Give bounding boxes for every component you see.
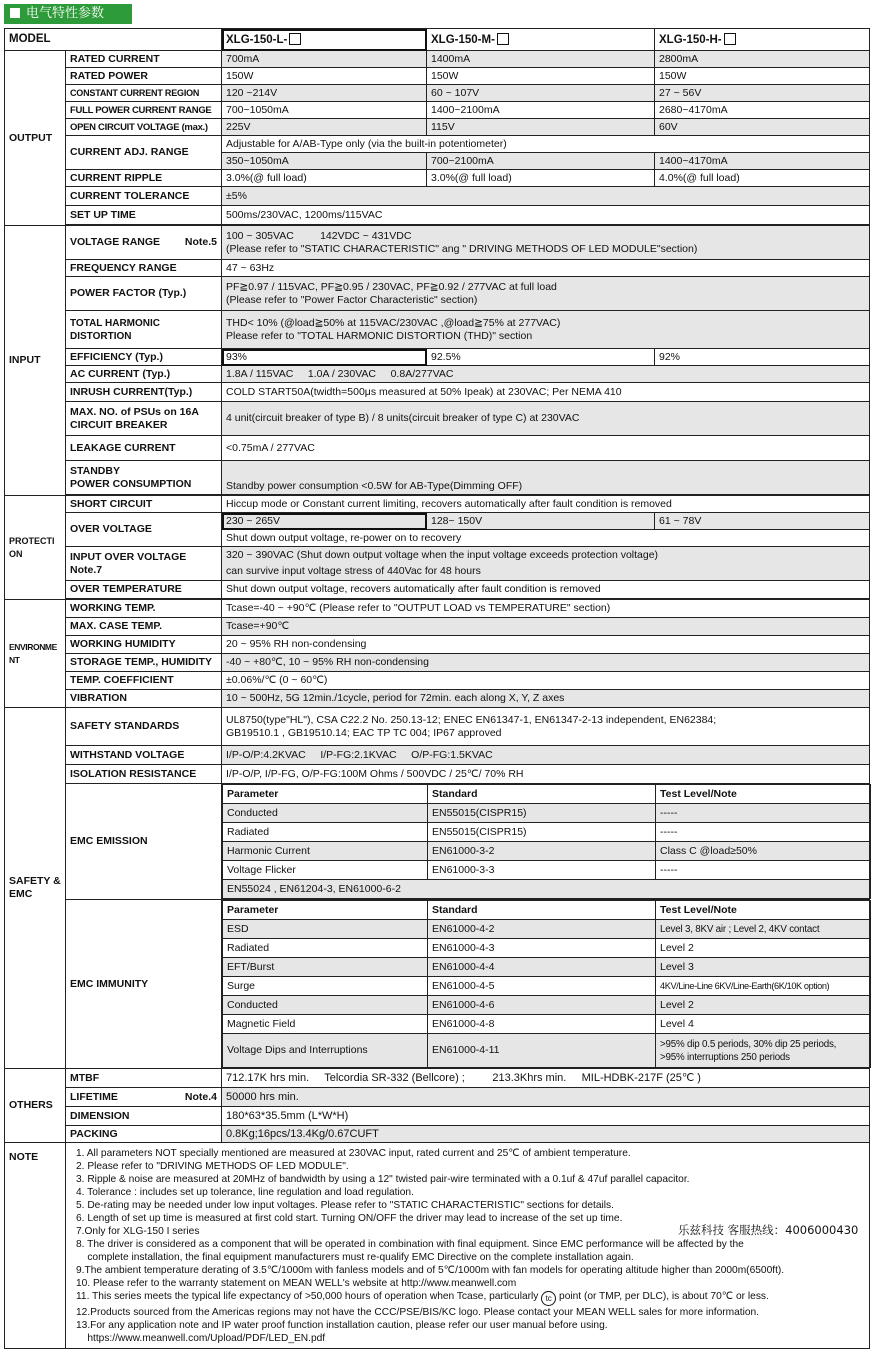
note-line: 6. Length of set up time is measured at first cold start. Turning ON/OFF the driver may lead to increase of the set up time.: [76, 1213, 623, 1224]
value-cell: 3.0%(@ full load): [222, 170, 427, 187]
value-cell: 1400~4170mA: [655, 153, 870, 170]
value-cell: Shut down output voltage, recovers automatically after fault condition is removed: [222, 581, 870, 599]
value-cell: 61 ~ 78V: [655, 513, 870, 530]
note-line: 12.Products sourced from the Americas regions may not have the CCC/PSE/BIS/KC logo. Please contact your MEAN WELL sales for more information.: [76, 1307, 760, 1318]
spec-table: [4, 28, 870, 1349]
value-cell: Adjustable for A/AB-Type only (via the built-in potentiometer): [222, 136, 870, 153]
row-label: TOTAL HARMONIC DISTORTION: [66, 311, 222, 349]
note-line: 1. All parameters NOT specially mentioned are measured at 230VAC input, rated current and 25℃ of ambient temperature.: [76, 1148, 631, 1159]
row-label: OPEN CIRCUIT VOLTAGE (max.): [66, 119, 222, 136]
row-label: MAX. CASE TEMP.: [66, 618, 222, 636]
table-row: ESD EN61000-4-2 Level 3, 8KV air ; Level 2, 4KV contact: [223, 920, 871, 939]
square-icon: [10, 8, 20, 18]
table-row: Magnetic Field EN61000-4-8 Level 4: [223, 1015, 871, 1034]
row-label: EMC EMISSION: [66, 784, 222, 900]
value-cell: 0.8Kg;16pcs/13.4Kg/0.67CUFT: [222, 1126, 870, 1143]
emc-immunity-table-cell: [222, 900, 870, 1069]
table-row: Surge EN61000-4-5 4KV/Line-Line 6KV/Line-Earth(6K/10K option): [223, 977, 871, 996]
tc-point-icon: tc: [541, 1291, 556, 1306]
model-row: [5, 29, 870, 51]
checkbox-icon: [724, 33, 736, 45]
value-cell: Tcase=+90℃: [222, 618, 870, 636]
table-row: EFT/Burst EN61000-4-4 Level 3: [223, 958, 871, 977]
column-header: Standard: [428, 901, 656, 920]
row-label: WITHSTAND VOLTAGE: [66, 746, 222, 765]
section-title: 电气特性参数: [26, 6, 105, 21]
row-label: MTBF: [66, 1069, 222, 1088]
row-label: RATED POWER: [66, 68, 222, 85]
row-label: OVER TEMPERATURE: [66, 581, 222, 599]
row-label: TEMP. COEFFICIENT: [66, 672, 222, 690]
table-row: Radiated EN55015(CISPR15) -----: [223, 823, 871, 842]
note-line: 10. Please refer to the warranty statement on MEAN WELL's website at http://www.meanwell.com: [76, 1278, 517, 1289]
value-cell: 700~2100mA: [427, 153, 655, 170]
row-label: CONSTANT CURRENT REGION: [66, 85, 222, 102]
row-label: EFFICIENCY (Typ.): [66, 349, 222, 366]
value-cell: THD< 10% (@load≧50% at 115VAC/230VAC ,@load≧75% at 277VAC) Please refer to "TOTAL HARMONIC DISTORTION (THD)" section: [222, 311, 870, 349]
row-label: CURRENT RIPPLE: [66, 170, 222, 187]
value-cell: 712.17K hrs min. Telcordia SR-332 (Bellcore) ; 213.3Khrs min. MIL-HDBK-217F (25℃ ): [222, 1069, 870, 1088]
value-cell: UL8750(type"HL"), CSA C22.2 No. 250.13-12; ENEC EN61347-1, EN61347-2-13 independent, EN62384; GB19510.1 , GB19510.14; EAC TP TC 004; IP67 approved: [222, 708, 870, 746]
value-cell: 93%: [222, 349, 427, 366]
value-cell: 225V: [222, 119, 427, 136]
row-label: POWER FACTOR (Typ.): [66, 277, 222, 311]
value-cell: 47 ~ 63Hz: [222, 260, 870, 277]
value-cell: COLD START50A(twidth=500μs measured at 50% Ipeak) at 230VAC; Per NEMA 410: [222, 383, 870, 402]
row-label: FULL POWER CURRENT RANGE: [66, 102, 222, 119]
value-cell: 60V: [655, 119, 870, 136]
category-protection: PROTECTION: [5, 496, 66, 600]
row-label: VOLTAGE RANGE Note.5: [66, 226, 222, 260]
value-cell: 3.0%(@ full load): [427, 170, 655, 187]
note-line: 4. Tolerance : includes set up tolerance, line regulation and load regulation.: [76, 1187, 414, 1198]
value-cell: I/P-O/P, I/P-FG, O/P-FG:100M Ohms / 500VDC / 25℃/ 70% RH: [222, 765, 870, 784]
row-label: STORAGE TEMP., HUMIDITY: [66, 654, 222, 672]
note-line: 2. Please refer to "DRIVING METHODS OF LED MODULE".: [76, 1161, 349, 1172]
table-row: Voltage Dips and Interruptions EN61000-4-11 >95% dip 0.5 periods, 30% dip 25 periods, >95% interruptions 250 periods: [223, 1034, 871, 1068]
value-cell: 20 ~ 95% RH non-condensing: [222, 636, 870, 654]
row-label: WORKING HUMIDITY: [66, 636, 222, 654]
value-cell: Shut down output voltage, re-power on to recovery: [222, 530, 870, 547]
value-cell: ±5%: [222, 187, 870, 206]
column-header: Standard: [428, 785, 656, 804]
table-row: Radiated EN61000-4-3 Level 2: [223, 939, 871, 958]
note-line: 8. The driver is considered as a component that will be operated in combination with final equipment. Since EMC performance will be affected by the: [76, 1239, 744, 1250]
checkbox-icon: [497, 33, 509, 45]
row-label: WORKING TEMP.: [66, 600, 222, 618]
row-label: SET UP TIME: [66, 206, 222, 225]
value-cell: 1.8A / 115VAC 1.0A / 230VAC 0.8A/277VAC: [222, 366, 870, 383]
value-cell: 320 ~ 390VAC (Shut down output voltage when the input voltage exceeds protection voltage) can survive input voltage stress of 440Vac for 48 hours: [222, 547, 870, 581]
column-header: Parameter: [223, 785, 428, 804]
value-cell: 92.5%: [427, 349, 655, 366]
value-cell: Tcase=-40 ~ +90℃ (Please refer to "OUTPUT LOAD vs TEMPERATURE" section): [222, 600, 870, 618]
model-l: XLG-150-L-: [222, 29, 427, 51]
row-label: FREQUENCY RANGE: [66, 260, 222, 277]
value-cell: <0.75mA / 277VAC: [222, 436, 870, 461]
value-cell: 4.0%(@ full load): [655, 170, 870, 187]
category-others: OTHERS: [5, 1069, 66, 1143]
row-label: DIMENSION: [66, 1107, 222, 1126]
note-line: 5. De-rating may be needed under low input voltages. Please refer to "STATIC CHARACTERISTIC" sections for details.: [76, 1200, 614, 1211]
value-cell: 1400mA: [427, 51, 655, 68]
model-label: MODEL: [5, 29, 222, 51]
model-m: XLG-150-M-: [427, 29, 655, 51]
row-label: STANDBY POWER CONSUMPTION: [66, 461, 222, 495]
note-line: 13.For any application note and IP water proof function installation caution, please refer our user manual before using.: [76, 1320, 608, 1331]
emc-emission-table: [222, 784, 871, 899]
value-cell: 150W: [655, 68, 870, 85]
value-cell: 350~1050mA: [222, 153, 427, 170]
row-label: MAX. NO. of PSUs on 16A CIRCUIT BREAKER: [66, 402, 222, 436]
row-label: VIBRATION: [66, 690, 222, 708]
value-cell: I/P-O/P:4.2KVAC I/P-FG:2.1KVAC O/P-FG:1.5KVAC: [222, 746, 870, 765]
row-label: LIFETIME Note.4: [66, 1088, 222, 1107]
note-line: 11. This series meets the typical life expectancy of >50,000 hours of operation when Tcase, particularly tc point (or TMP, per DLC), is about 70℃ or less.: [76, 1290, 863, 1306]
value-cell: 180*63*35.5mm (L*W*H): [222, 1107, 870, 1126]
table-row: Harmonic Current EN61000-3-2 Class C @load≥50%: [223, 842, 871, 861]
emc-emission-table-cell: [222, 784, 870, 900]
row-label: RATED CURRENT: [66, 51, 222, 68]
hotline-text: 乐兹科技 客服热线：4006000430: [678, 1223, 859, 1237]
column-header: Parameter: [223, 901, 428, 920]
value-cell: 92%: [655, 349, 870, 366]
row-label: ISOLATION RESISTANCE: [66, 765, 222, 784]
value-cell: 128~ 150V: [427, 513, 655, 530]
section-header: [4, 4, 132, 24]
value-cell: 700~1050mA: [222, 102, 427, 119]
value-cell: 150W: [427, 68, 655, 85]
row-label: EMC IMMUNITY: [66, 900, 222, 1069]
row-label: SAFETY STANDARDS: [66, 708, 222, 746]
value-cell: 230 ~ 265V: [222, 513, 427, 530]
column-header: Test Level/Note: [656, 901, 871, 920]
value-cell: 50000 hrs min.: [222, 1088, 870, 1107]
emc-immunity-table: [222, 900, 871, 1068]
row-label: LEAKAGE CURRENT: [66, 436, 222, 461]
value-cell: 1400~2100mA: [427, 102, 655, 119]
value-cell: 115V: [427, 119, 655, 136]
value-cell: 60 ~ 107V: [427, 85, 655, 102]
value-cell: 700mA: [222, 51, 427, 68]
checkbox-icon: [289, 33, 301, 45]
note-line: 3. Ripple & noise are measured at 20MHz of bandwidth by using a 12" twisted pair-wire terminated with a 0.1uf & 47uf parallel capacitor.: [76, 1174, 690, 1185]
table-row: Conducted EN55015(CISPR15) -----: [223, 804, 871, 823]
model-h: XLG-150-H-: [655, 29, 870, 51]
table-row: Voltage Flicker EN61000-3-3 -----: [223, 861, 871, 880]
value-cell: 4 unit(circuit breaker of type B) / 8 units(circuit breaker of type C) at 230VAC: [222, 402, 870, 436]
value-cell: 150W: [222, 68, 427, 85]
row-label: SHORT CIRCUIT: [66, 496, 222, 513]
value-cell: ±0.06%/℃ (0 ~ 60℃): [222, 672, 870, 690]
row-label: INPUT OVER VOLTAGE Note.7: [66, 547, 222, 581]
notes-cell: [66, 1143, 870, 1349]
value-cell: Standby power consumption <0.5W for AB-Type(Dimming OFF): [222, 461, 870, 495]
value-cell: 2800mA: [655, 51, 870, 68]
row-label: INRUSH CURRENT(Typ.): [66, 383, 222, 402]
note-line: 9.The ambient temperature derating of 3.5℃/1000m with fanless models and of 5℃/1000m with fan models for operating altitude higher than 2000m(6500ft).: [76, 1265, 785, 1276]
value-cell: PF≧0.97 / 115VAC, PF≧0.95 / 230VAC, PF≧0.92 / 277VAC at full load (Please refer to "Power Factor Characteristic" section): [222, 277, 870, 311]
value-cell: 10 ~ 500Hz, 5G 12min./1cycle, period for 72min. each along X, Y, Z axes: [222, 690, 870, 708]
category-output: OUTPUT: [5, 51, 66, 226]
category-safety: SAFETY & EMC: [5, 708, 66, 1069]
note-line: https://www.meanwell.com/Upload/PDF/LED_EN.pdf: [76, 1333, 326, 1344]
note-line: 7.Only for XLG-150 I series: [76, 1226, 200, 1237]
row-label: AC CURRENT (Typ.): [66, 366, 222, 383]
row-label: CURRENT ADJ. RANGE: [66, 136, 222, 170]
value-cell: Hiccup mode or Constant current limiting, recovers automatically after fault condition is removed: [222, 496, 870, 513]
category-environment: ENVIRONMENT: [5, 600, 66, 708]
note-line: complete installation, the final equipment manufacturers must re-qualify EMC Directive on the complete installation again.: [76, 1252, 634, 1263]
value-cell: 100 ~ 305VAC 142VDC ~ 431VDC (Please refer to "STATIC CHARACTERISTIC" ang " DRIVING METHODS OF LED MODULE"section): [222, 226, 870, 260]
category-note: NOTE: [5, 1143, 66, 1349]
value-cell: 2680~4170mA: [655, 102, 870, 119]
table-row: Conducted EN61000-4-6 Level 2: [223, 996, 871, 1015]
category-input: INPUT: [5, 226, 66, 496]
row-label: OVER VOLTAGE: [66, 513, 222, 547]
row-label: PACKING: [66, 1126, 222, 1143]
row-label: CURRENT TOLERANCE: [66, 187, 222, 206]
value-cell: 27 ~ 56V: [655, 85, 870, 102]
table-row: EN55024 , EN61204-3, EN61000-6-2: [223, 880, 871, 899]
column-header: Test Level/Note: [656, 785, 871, 804]
value-cell: 120 ~214V: [222, 85, 427, 102]
value-cell: -40 ~ +80℃, 10 ~ 95% RH non-condensing: [222, 654, 870, 672]
value-cell: 500ms/230VAC, 1200ms/115VAC: [222, 206, 870, 225]
